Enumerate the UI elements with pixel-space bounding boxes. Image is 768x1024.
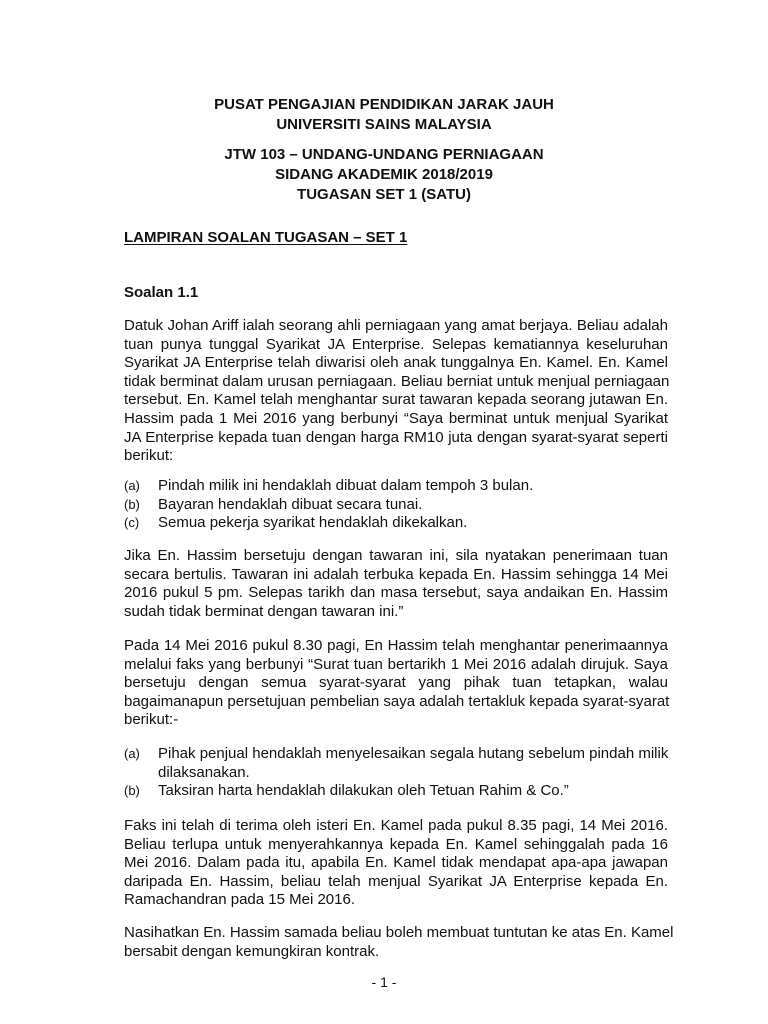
list-item-text: Taksiran harta hendaklah dilakukan oleh Tetuan Rahim & Co.” — [158, 782, 569, 800]
list-marker: (b) — [124, 496, 140, 512]
list-item-text: Pihak penjual hendaklah menyelesaikan segala hutang sebelum pindah milik — [158, 745, 669, 762]
paragraph-line: tuan punya tunggal Syarikat JA Enterprise. Selepas kematiannya keseluruhan — [124, 335, 668, 353]
paragraph-line: sudah tidak berminat dengan tawaran ini.” — [124, 602, 404, 620]
paragraph-1 — [124, 317, 668, 466]
paragraph-line: melalui faks yang berbunyi “Surat tuan bertarikh 1 Mei 2016 adalah dirujuk. Saya — [124, 655, 668, 673]
paragraph-line: daripada En. Hassim, beliau telah menjual Syarikat JA Enterprise kepada En. — [124, 872, 668, 890]
course-header — [0, 145, 768, 205]
institution-header — [0, 95, 768, 135]
question-title: Soalan 1.1 — [124, 284, 199, 301]
list-item-text: Bayaran hendaklah dibuat secara tunai. — [158, 495, 423, 513]
paragraph-line: bersabit dengan kemungkiran kontrak. — [124, 942, 380, 960]
section-title: LAMPIRAN SOALAN TUGASAN – SET 1 — [124, 229, 408, 246]
list-item-text: dilaksanakan. — [158, 763, 250, 781]
paragraph-line: Datuk Johan Ariff ialah seorang ahli perniagaan yang amat berjaya. Beliau adalah — [124, 317, 668, 334]
paragraph-line: bersetuju dengan semua syarat-syarat yang pihak tuan tetapkan, walau — [124, 674, 668, 692]
paragraph-line: bagaimanapun persetujuan pembelian saya adalah tertakluk kepada syarat-syarat — [124, 692, 670, 710]
paragraph-line: Hassim pada 1 Mei 2016 yang berbunyi “Saya berminat untuk menjual Syarikat — [124, 409, 668, 427]
paragraph-line: Syarikat JA Enterprise telah diwarisi oleh anak tunggalnya En. Kamel. En. Kamel — [124, 354, 668, 372]
paragraph-line: Ramachandran pada 15 Mei 2016. — [124, 891, 355, 909]
list-marker: (a) — [124, 478, 140, 493]
list-item — [124, 514, 668, 533]
paragraph-5 — [124, 924, 674, 961]
paragraph-line: Nasihatkan En. Hassim samada beliau boleh membuat tuntutan ke atas En. Kamel — [124, 924, 674, 941]
page-number: - 1 - — [371, 974, 397, 990]
paragraph-line: Beliau terlupa untuk menyerahkannya kepada En. Kamel sehinggalah pada 16 — [124, 835, 668, 853]
list-item-text: Pindah milik ini hendaklah dibuat dalam tempoh 3 bulan. — [158, 477, 534, 494]
header-line: SIDANG AKADEMIK 2018/2019 — [275, 166, 493, 183]
header-line: UNIVERSITI SAINS MALAYSIA — [276, 116, 492, 133]
paragraph-line: Faks ini telah di terima oleh isteri En. Kamel pada pukul 8.35 pagi, 14 Mei 2016. — [124, 817, 668, 834]
list-item-text: Semua pekerja syarikat hendaklah dikekalkan. — [158, 514, 468, 532]
paragraph-line: Jika En. Hassim bersetuju dengan tawaran ini, sila nyatakan penerimaan tuan — [124, 547, 668, 564]
paragraph-line: Pada 14 Mei 2016 pukul 8.30 pagi, En Hassim telah menghantar penerimaannya — [124, 637, 668, 654]
header-line: TUGASAN SET 1 (SATU) — [297, 186, 471, 203]
paragraph-4 — [124, 817, 668, 910]
list-marker: (b) — [124, 783, 140, 799]
list-marker: (c) — [124, 515, 140, 531]
paragraph-line: tersebut. En. Kamel telah menghantar surat tawaran kepada seorang jutawan En. — [124, 391, 668, 409]
paragraph-line: Mei 2016. Dalam pada itu, apabila En. Kamel tidak mendapat apa-apa jawapan — [124, 854, 668, 872]
header-line: PUSAT PENGAJIAN PENDIDIKAN JARAK JAUH — [214, 96, 554, 113]
paragraph-line: tidak berminat dalam urusan perniagaan. Beliau berniat untuk menjual perniagaan — [124, 372, 670, 390]
paragraph-line: secara bertulis. Tawaran ini adalah terbuka kepada En. Hassim sehingga 14 Mei — [124, 565, 668, 583]
list-item — [124, 496, 668, 515]
paragraph-2 — [124, 547, 668, 621]
list-item — [124, 477, 668, 496]
paragraph-3 — [124, 637, 668, 730]
paragraph-line: berikut: — [124, 447, 174, 465]
header-line: JTW 103 – UNDANG-UNDANG PERNIAGAAN — [224, 146, 544, 163]
paragraph-line: 2016 pukul 5 pm. Selepas tarikh dan masa tersebut, saya andaikan En. Hassim — [124, 584, 668, 602]
conditions-list-1 — [124, 477, 668, 533]
list-item — [124, 782, 668, 801]
list-item — [124, 745, 668, 782]
paragraph-line: berikut:- — [124, 711, 179, 729]
paragraph-line: JA Enterprise kepada tuan dengan harga RM10 juta dengan syarat-syarat seperti — [124, 428, 668, 446]
conditions-list-2 — [124, 745, 668, 801]
list-marker: (a) — [124, 746, 140, 761]
